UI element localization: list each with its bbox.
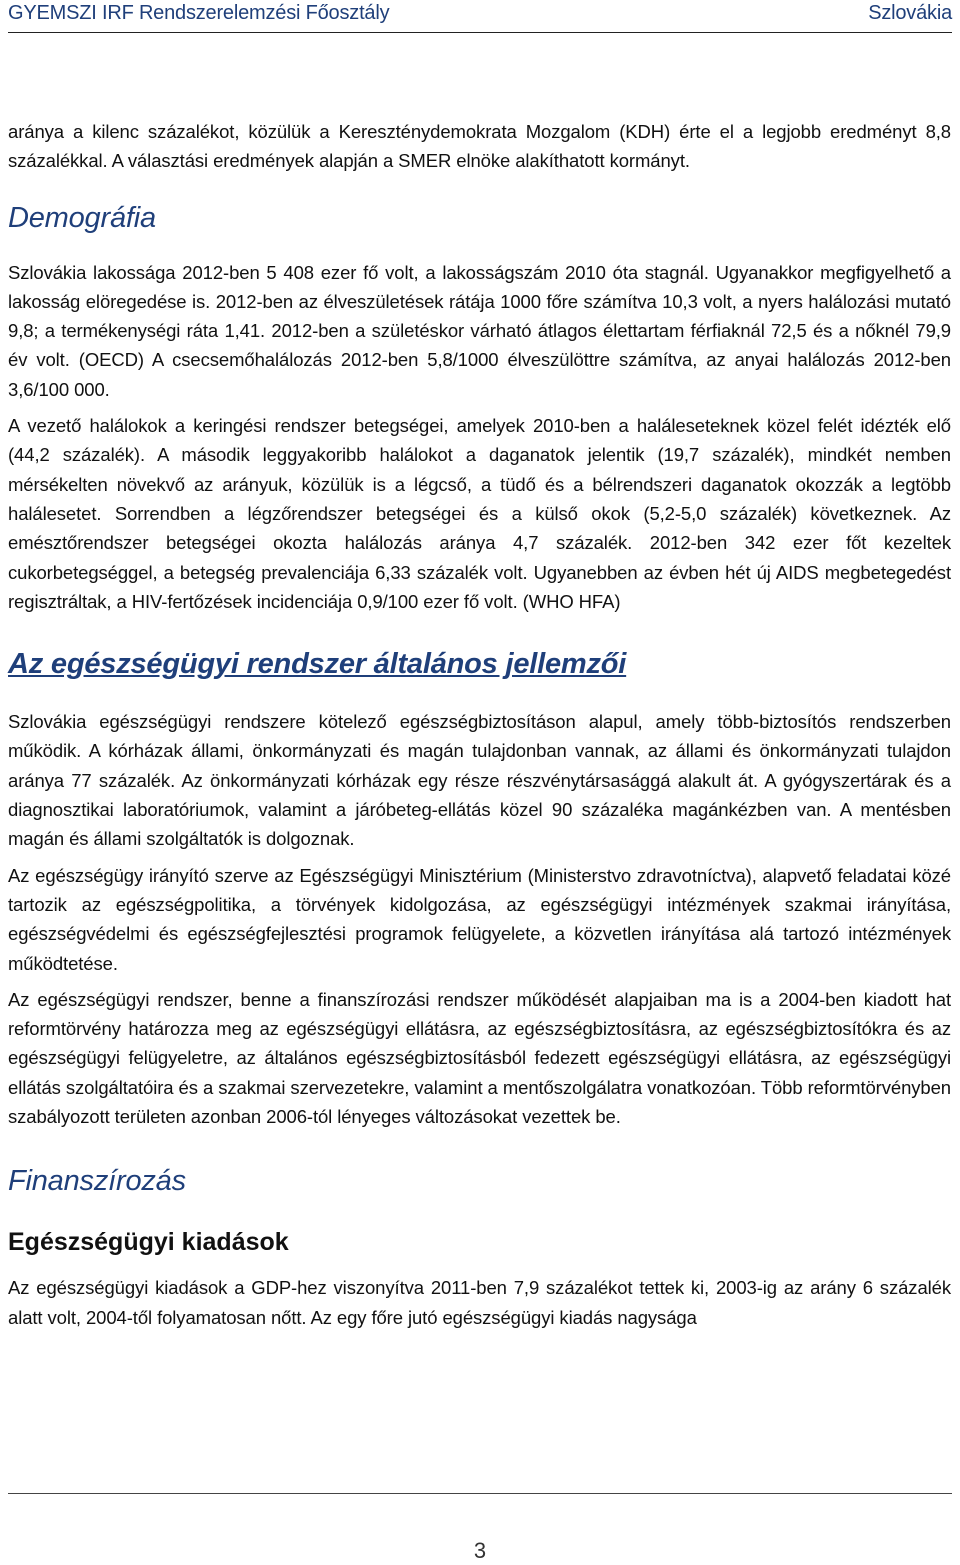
paragraph-demografia-2: A vezető halálokok a keringési rendszer betegségei, amelyek 2010-ben a haláleseteknek közel felét idézték elő (44,2 százalék). A második leggyakoribb halálokot a daganatok jelentik (19,7 százalék), mindkét nemben mérsékelten növekvő az arányuk, közülük is a légcső, a tüdő és a bélrendszeri daganatok okozzák a legtöbb halálesetet. Sorrendben a légzőrendszer betegségei és a külső okok (5,2-5,0 százalék) következnek. Az emésztőrendszer betegségei okozta halálozás aránya 4,7 százalék. 2012-ben 342 ezer főt kezeltek cukorbetegséggel, a betegség prevalenciája 6,33 százalék volt. Ugyanebben az évben hét új AIDS megbetegedést regisztráltak, a HIV-fertőzések incidenciája 0,9/100 ezer fő volt. (WHO HFA) <box>8 415 951 612</box>
page-content <box>8 117 951 1332</box>
page-number: 3 <box>473 1538 487 1563</box>
paragraph-rendszer-3: Az egészségügyi rendszer, benne a finanszírozási rendszer működését alapjaiban ma is a 2004-ben kiadott hat reformtörvény határozza meg az egészségügyi ellátásra, az egészségbiztosításra, az egészségbiztosítókra és az egészségügyi felügyeletre, az általános egészségbiztosításból fedezett egészségügyi ellátásra, az egészségügyi ellátás szolgáltatóira és a szakmai szervezetekre, valamint a mentőszolgálatra vonatkozóan. Több reformtörvényben szabályozott területen azonban 2006-tól lényeges változásokat vezettek be. <box>8 988 951 1128</box>
paragraph-demografia-1: Szlovákia lakossága 2012-ben 5 408 ezer fő volt, a lakosságszám 2010 óta stagnál. Ugyanakkor megfigyelhető a lakosság elöregedése is. 2012-ben az élveszületések rátája 1000 főre számítva 10,3 volt, a nyers halálozási mutató 9,8; a termékenységi ráta 1,41. 2012-ben a születéskor várható átlagos élettartam férfiaknál 72,5 és a nőknél 79,9 év volt. (OECD) A csecsemőhalálozás 2012-ben 5,8/1000 élveszülöttre számítva, az anyai halálozás 2012-ben 3,6/100 000. <box>8 261 951 400</box>
paragraph-rendszer-1: Szlovákia egészségügyi rendszere kötelező egészségbiztosításon alapul, amely több-biztosítós rendszerben működik. A kórházak állami, önkormányzati és magán tulajdonban vannak, az állami és önkormányzati tulajdon aránya 77 százalék. Az önkormányzati kórházak egy része részvénytársasággá alakult át. A gyógyszertárak és a diagnosztikai laboratóriumok, valamint a járóbeteg-ellátás közel 90 százaléka magánkézben van. A mentésben magán és állami szolgáltatók is dolgoznak. <box>8 711 951 850</box>
paragraph-kiadasok-1: Az egészségügyi kiadások a GDP-hez viszonyítva 2011-ben 7,9 százalékot tettek ki, 2003-ig az arány 6 százalék alatt volt, 2004-től folyamatosan nőtt. Az egy főre jutó egészségügyi kiadás nagysága <box>8 1277 951 1328</box>
header-country: Szlovákia <box>868 2 952 24</box>
header-organization: GYEMSZI IRF Rendszerelemzési Főosztály <box>8 2 390 24</box>
section-heading-demografia: Demográfia <box>8 201 156 234</box>
footer-divider <box>8 1493 952 1494</box>
subsection-heading-kiadasok: Egészségügyi kiadások <box>8 1228 289 1257</box>
page-header <box>8 0 952 33</box>
paragraph-intro: aránya a kilenc százalékot, közülük a Kereszténydemokrata Mozgalom (KDH) érte el a legjobb eredményt 8,8 százalékkal. A választási eredmények alapján a SMER elnöke alakíthatott kormányt. <box>8 121 951 172</box>
paragraph-rendszer-2: Az egészségügy irányító szerve az Egészségügyi Minisztérium (Ministerstvo zdravotníctva), alapvető feladatai közé tartozik az egészségpolitika, a törvények kidolgozása, az egészségügyi intézmények szakmai irányítása, egészségvédelmi és egészségfejlesztési programok felügyelete, a közvetlen irányítása alá tartozó intézmények működtetése. <box>8 864 951 974</box>
section-heading-rendszer: Az egészségügyi rendszer általános jellemzői <box>8 648 627 681</box>
section-heading-finanszirozas: Finanszírozás <box>8 1165 186 1198</box>
